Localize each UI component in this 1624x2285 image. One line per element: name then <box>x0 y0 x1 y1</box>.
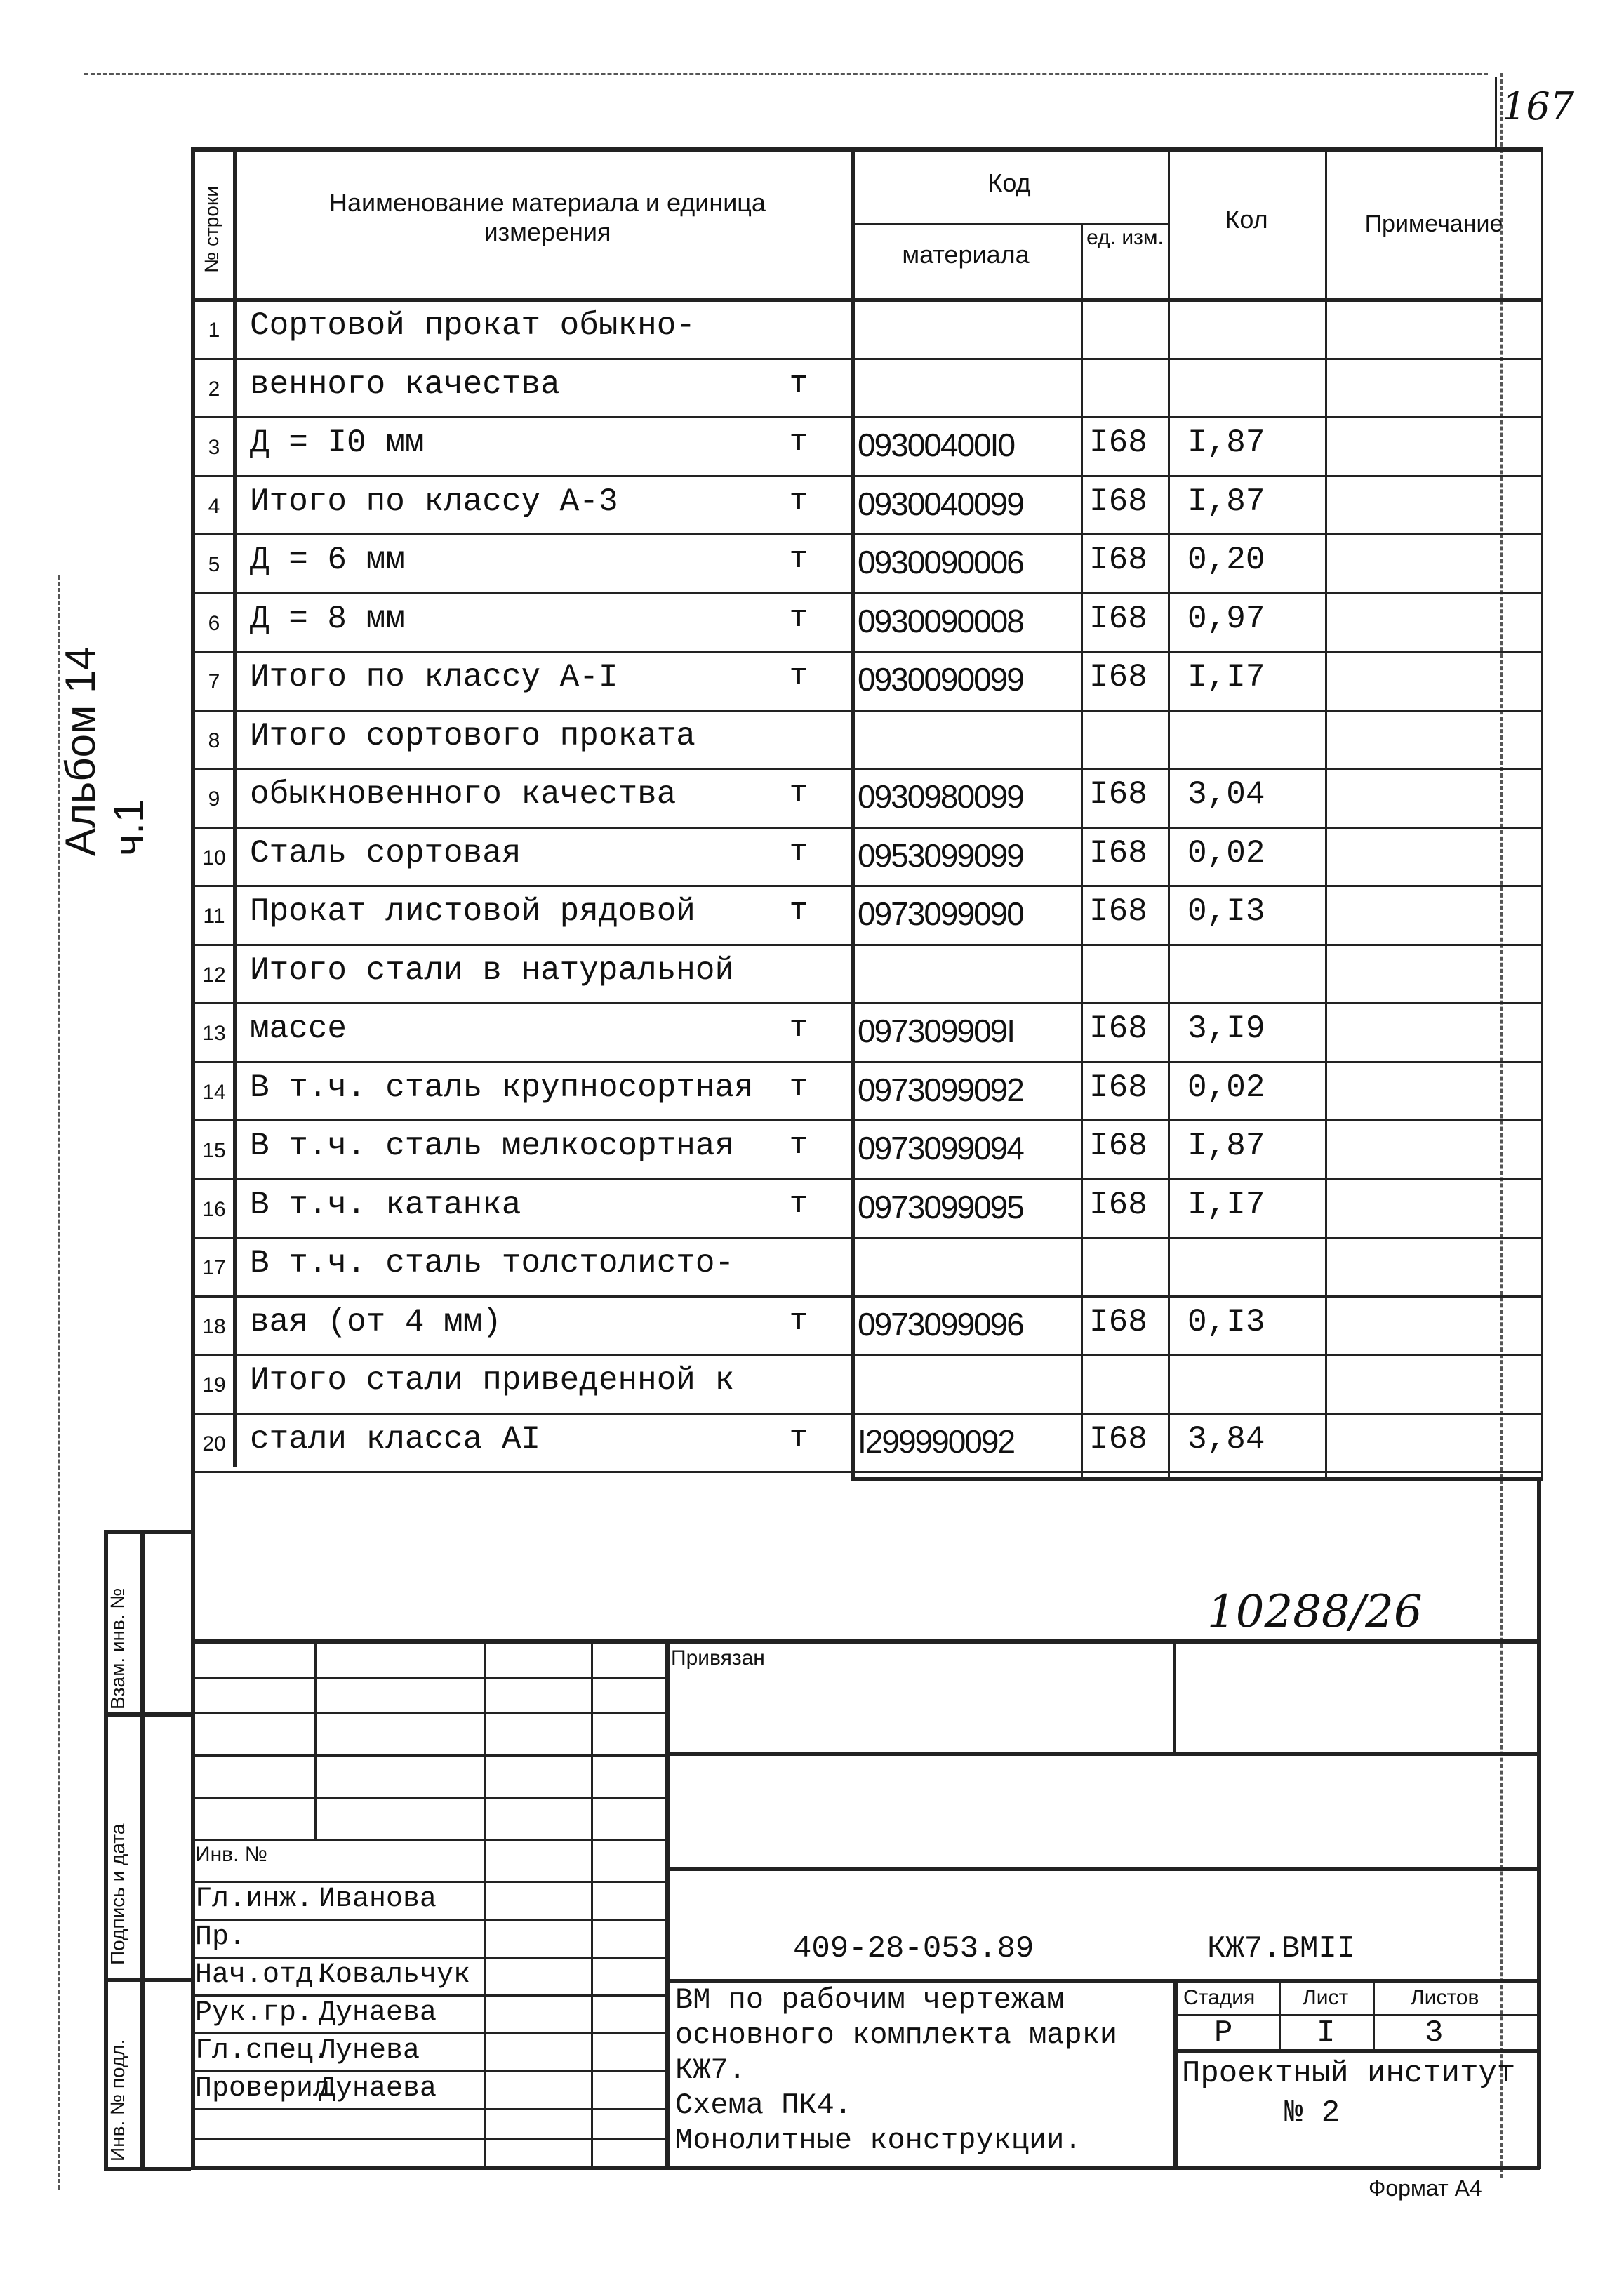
material-code: 0930980099 <box>858 778 1023 815</box>
side-stamp-div1 <box>104 1712 191 1717</box>
row-number: 12 <box>202 963 226 987</box>
frame-right-lower <box>1537 1477 1541 2169</box>
page-number: 167 <box>1502 84 1575 128</box>
row-separator <box>191 416 1543 418</box>
unit-label: т <box>789 776 808 811</box>
table-border-bottom-right <box>851 1477 1543 1481</box>
material-name: В т.ч. катанка <box>250 1186 521 1223</box>
material-name: Итого стали в натуральной <box>250 952 735 989</box>
row-separator <box>191 710 1543 712</box>
material-name: В т.ч. сталь толстолисто- <box>250 1245 735 1281</box>
privyazan-label: Привязан <box>671 1646 765 1670</box>
header-rowno: № строки <box>201 186 222 273</box>
header-code: Код <box>987 168 1031 197</box>
unit-label: т <box>789 1303 808 1339</box>
tb-left-line <box>191 2070 665 2072</box>
tb-left-col2 <box>484 1639 486 2166</box>
signer-role: Рук.гр. <box>195 1997 314 2029</box>
row-separator <box>191 1119 1543 1121</box>
unit-code: I68 <box>1089 776 1147 813</box>
unit-code: I68 <box>1089 425 1147 461</box>
sheet-reference: 10288/26 <box>1207 1586 1423 1638</box>
material-name: Д = 8 мм <box>250 600 405 637</box>
quantity: I,I7 <box>1187 1186 1265 1223</box>
unit-label: т <box>789 1069 808 1105</box>
material-code: 0973099096 <box>858 1305 1023 1343</box>
row-separator <box>191 944 1543 946</box>
material-code: 0930090008 <box>858 602 1023 639</box>
quantity: I,87 <box>1187 1128 1265 1164</box>
tb-right-div2 <box>665 1867 1540 1871</box>
sheet-value: I <box>1317 2016 1336 2051</box>
material-code: 0930040099 <box>858 485 1023 522</box>
unit-code: I68 <box>1089 1186 1147 1223</box>
row-separator <box>191 592 1543 594</box>
row-number: 1 <box>208 319 220 342</box>
row-number: 2 <box>208 377 220 401</box>
quantity: 3,84 <box>1187 1420 1265 1458</box>
row-separator <box>191 1002 1543 1004</box>
row-separator <box>191 1354 1543 1356</box>
row-number: 10 <box>202 846 226 870</box>
quantity: 0,I3 <box>1187 1303 1265 1340</box>
unit-label: т <box>789 1420 808 1456</box>
header-name: Наименование материала и единица измерения <box>329 188 766 246</box>
row-separator <box>191 358 1543 360</box>
row-separator <box>191 1471 1543 1473</box>
row-number: 5 <box>208 553 220 576</box>
unit-label: т <box>789 659 808 694</box>
unit-code: I68 <box>1089 542 1147 578</box>
side-label-podp: Подпись и дата <box>107 1823 128 1965</box>
col-name-border <box>851 147 855 1481</box>
unit-label: т <box>789 425 808 460</box>
mark: КЖ7.ВМII <box>1207 1931 1356 1966</box>
quantity: I,87 <box>1187 425 1265 461</box>
row-number: 8 <box>208 728 220 752</box>
header-bottom <box>191 298 1543 302</box>
row-separator <box>191 768 1543 770</box>
cut-line-right <box>1500 73 1503 2178</box>
unit-code: I68 <box>1089 1069 1147 1106</box>
table-border-top <box>191 147 1543 152</box>
signer-name: Ковальчук <box>319 1959 471 1991</box>
tb-left-col1 <box>314 1639 317 1839</box>
quantity: 3,I9 <box>1187 1011 1265 1047</box>
row-number: 6 <box>208 611 220 635</box>
side-album-label: Альбом 14 ч.1 <box>57 646 152 856</box>
row-number: 7 <box>208 670 220 693</box>
quantity: 0,02 <box>1187 834 1265 872</box>
desc-split <box>1173 1979 1178 2166</box>
unit-code: I68 <box>1089 659 1147 695</box>
unit-label: т <box>789 1186 808 1222</box>
row-separator <box>191 1237 1543 1239</box>
unit-label: т <box>789 893 808 928</box>
row-number: 9 <box>208 787 220 811</box>
signer-role: Пр. <box>195 1921 246 1953</box>
material-name: массе <box>250 1011 347 1047</box>
row-number: 13 <box>202 1022 226 1045</box>
row-number: 4 <box>208 494 220 518</box>
side-label-inv: Инв. № подл. <box>107 2039 128 2161</box>
unit-label: т <box>789 834 808 870</box>
row-separator <box>191 1178 1543 1180</box>
header-code-split <box>851 223 1168 225</box>
material-name: стали класса АI <box>250 1420 541 1458</box>
signer-name: Иванова <box>319 1884 437 1915</box>
header-note: Примечание <box>1364 211 1503 237</box>
signer-role: Нач.отд. <box>195 1959 331 1991</box>
material-name: Сталь сортовая <box>250 834 521 872</box>
material-name: Итого по классу А-3 <box>250 483 618 520</box>
material-name: Итого по классу А-I <box>250 659 618 695</box>
quantity: I,I7 <box>1187 659 1265 695</box>
privyazan-split <box>1173 1639 1176 1752</box>
unit-code: I68 <box>1089 1420 1147 1458</box>
tb-bottom <box>191 2166 1540 2170</box>
signer-role: Гл.спец. <box>195 2035 331 2067</box>
col-rowno-border <box>233 147 237 1467</box>
row-separator <box>191 1295 1543 1298</box>
material-code: 0930090099 <box>858 661 1023 698</box>
row-separator <box>191 533 1543 535</box>
tb-left-line <box>191 2032 665 2034</box>
unit-label: т <box>789 542 808 577</box>
quantity: 0,20 <box>1187 542 1265 578</box>
material-name: Сортовой прокат обыкно- <box>250 307 695 344</box>
quantity: 0,97 <box>1187 600 1265 637</box>
unit-code: I68 <box>1089 834 1147 872</box>
header-material: материала <box>902 240 1030 269</box>
sheets-label: Листов <box>1411 1986 1479 2009</box>
signer-name: Дунаева <box>319 2073 437 2105</box>
tb-right-div1 <box>665 1752 1540 1756</box>
material-code: 0973099090 <box>858 895 1023 932</box>
col-qty-border <box>1325 147 1327 1481</box>
tb-left-line <box>191 1839 665 1841</box>
org-line1: Проектный институт <box>1182 2056 1516 2091</box>
material-code: 097309909I <box>858 1013 1015 1049</box>
description-line: КЖ7. <box>675 2053 746 2087</box>
col-code-border <box>1081 223 1083 1479</box>
quantity: 3,04 <box>1187 776 1265 813</box>
row-separator <box>191 475 1543 477</box>
row-number: 16 <box>202 1197 226 1221</box>
row-number: 15 <box>202 1139 226 1162</box>
inv-no-label: Инв. № <box>195 1843 267 1866</box>
row-number: 19 <box>202 1373 226 1397</box>
sheets-value: 3 <box>1425 2016 1444 2051</box>
signer-name: Лунева <box>319 2035 420 2067</box>
unit-label: т <box>789 600 808 636</box>
row-separator <box>191 827 1543 829</box>
table-border-right <box>1541 147 1543 1481</box>
page-number-box-border <box>1495 77 1497 147</box>
material-name: обыкновенного качества <box>250 776 677 813</box>
quantity: 0,02 <box>1187 1069 1265 1106</box>
side-stamp-div2 <box>104 1978 191 1982</box>
tb-left-line <box>191 1994 665 1997</box>
sheet-label: Лист <box>1303 1986 1349 2009</box>
row-number: 20 <box>202 1432 226 1455</box>
unit-code: I68 <box>1089 1303 1147 1340</box>
quantity: 0,I3 <box>1187 893 1265 930</box>
signer-role: Гл.инж. <box>195 1884 314 1915</box>
stage-label: Стадия <box>1183 1986 1256 2009</box>
row-number: 11 <box>203 905 225 928</box>
tb-left-line <box>191 1957 665 1959</box>
tb-left-line <box>191 1677 665 1679</box>
doc-number: 409-28-053.89 <box>793 1931 1034 1966</box>
material-code: 0973099094 <box>858 1130 1023 1166</box>
header-unit-meas: ед. изм. <box>1086 226 1164 249</box>
side-stamp-bottom <box>104 2167 191 2171</box>
material-code: 0973099095 <box>858 1188 1023 1225</box>
unit-code: I68 <box>1089 483 1147 520</box>
row-number: 18 <box>202 1314 226 1338</box>
tb-mid-vert <box>665 1639 670 2166</box>
col-meas-border <box>1168 147 1170 1481</box>
material-code: 0930090006 <box>858 544 1023 580</box>
side-label-vzam: Взам. инв. № <box>107 1587 128 1710</box>
quantity: I,87 <box>1187 483 1265 520</box>
unit-label: т <box>789 1128 808 1163</box>
row-number: 17 <box>202 1256 226 1279</box>
stage-value: Р <box>1214 2016 1233 2051</box>
material-code: 09300400I0 <box>858 427 1015 463</box>
material-name: Д = 6 мм <box>250 542 405 578</box>
cut-line-top <box>84 73 1488 75</box>
tb-left-line <box>191 1754 665 1757</box>
tb-left-line <box>191 2108 665 2110</box>
row-separator <box>191 1061 1543 1063</box>
material-name: вая (от 4 мм) <box>250 1303 502 1340</box>
description-line: ВМ по рабочим чертежам <box>675 1983 1065 2017</box>
tb-left-line <box>191 1919 665 1921</box>
format-label: Формат А4 <box>1369 2176 1482 2201</box>
signer-role: Проверил <box>195 2073 331 2105</box>
description-line: Схема ПК4. <box>675 2089 853 2122</box>
tb-left-line <box>191 1881 665 1883</box>
tb-left-line <box>191 2138 665 2140</box>
unit-code: I68 <box>1089 600 1147 637</box>
unit-code: I68 <box>1089 893 1147 930</box>
description-line: Монолитные конструкции. <box>675 2124 1082 2157</box>
material-name: В т.ч. сталь мелкосортная <box>250 1128 735 1164</box>
unit-code: I68 <box>1089 1011 1147 1047</box>
tb-left-col3 <box>591 1639 593 2166</box>
material-name: В т.ч. сталь крупносортная <box>250 1069 754 1106</box>
row-separator <box>191 651 1543 653</box>
side-stamp-right <box>140 1530 145 2169</box>
row-separator <box>191 885 1543 887</box>
material-code: 0973099092 <box>858 1071 1023 1108</box>
material-name: Прокат листовой рядовой <box>250 893 695 930</box>
row-number: 14 <box>202 1080 226 1104</box>
row-separator <box>191 1413 1543 1415</box>
material-code: I299990092 <box>858 1423 1015 1460</box>
signer-name: Дунаева <box>319 1997 437 2029</box>
tb-top <box>191 1639 1540 1644</box>
unit-label: т <box>789 483 808 519</box>
org-line2: № 2 <box>1284 2096 1340 2131</box>
description-line: основного комплекта марки <box>675 2018 1118 2052</box>
tb-left-line <box>191 1712 665 1714</box>
material-name: Итого сортового проката <box>250 717 695 754</box>
material-name: Д = I0 мм <box>250 425 425 461</box>
header-qty: Кол <box>1225 205 1268 234</box>
material-name: венного качества <box>250 366 560 403</box>
material-code: 0953099099 <box>858 837 1023 874</box>
unit-label: т <box>789 1011 808 1046</box>
row-number: 3 <box>208 436 220 459</box>
material-name: Итого стали приведенной к <box>250 1362 735 1399</box>
tb-left-line <box>191 1797 665 1799</box>
unit-code: I68 <box>1089 1128 1147 1164</box>
unit-label: т <box>789 366 808 401</box>
